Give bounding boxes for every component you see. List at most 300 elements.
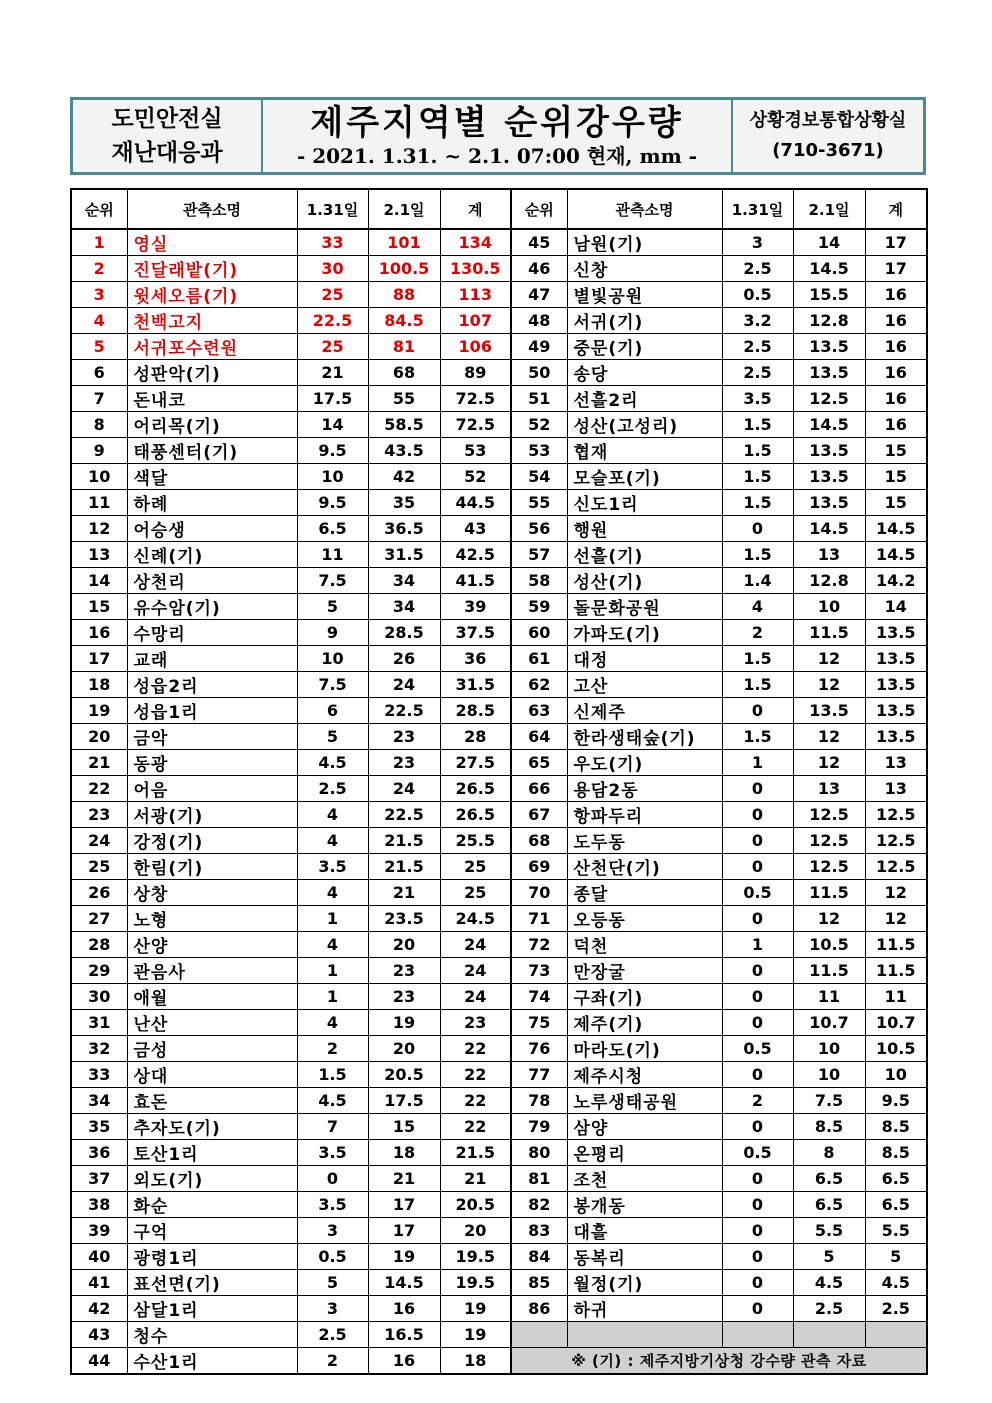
total-rain-cell: 16 (865, 334, 927, 360)
feb1-rain-cell: 13.5 (793, 490, 865, 516)
rank-cell: 65 (511, 750, 567, 776)
total-rain-cell: 15 (865, 464, 927, 490)
feb1-rain-cell: 14.5 (793, 256, 865, 282)
feb1-rain-cell: 26 (368, 646, 440, 672)
jan31-rain-cell: 10 (297, 464, 368, 490)
rank-cell: 68 (511, 828, 567, 854)
jan31-rain-cell: 0 (722, 1218, 793, 1244)
table-row (71, 1062, 927, 1088)
total-rain-cell: 16 (865, 412, 927, 438)
rank-cell: 77 (511, 1062, 567, 1088)
total-rain-cell: 22 (440, 1062, 511, 1088)
rank-cell: 18 (71, 672, 127, 698)
feb1-rain-cell: 14 (793, 229, 865, 256)
rank-cell: 72 (511, 932, 567, 958)
rank-cell: 73 (511, 958, 567, 984)
jan31-rain-cell: 3 (297, 1296, 368, 1322)
feb1-rain-cell: 13 (793, 776, 865, 802)
jan31-rain-cell: 22.5 (297, 308, 368, 334)
jan31-rain-cell: 0 (722, 1192, 793, 1218)
rank-cell: 47 (511, 282, 567, 308)
table-row (71, 776, 927, 802)
jan31-rain-cell: 3 (722, 229, 793, 256)
period-subtitle: - 2021. 1.31. ~ 2.1. 07:00 현재, mm - (296, 144, 698, 168)
rank-cell: 30 (71, 984, 127, 1010)
station-name-cell: 상창 (127, 880, 297, 906)
office-phone: (710-3671) (772, 140, 884, 161)
jan31-rain-cell: 1.5 (722, 672, 793, 698)
total-rain-cell: 6.5 (865, 1166, 927, 1192)
jan31-rain-cell: 4.5 (297, 1088, 368, 1114)
rank-cell: 35 (71, 1114, 127, 1140)
rank-cell: 39 (71, 1218, 127, 1244)
total-rain-cell: 4.5 (865, 1270, 927, 1296)
jan31-rain-cell: 1 (297, 984, 368, 1010)
table-row (71, 229, 927, 256)
jan31-rain-cell: 1.5 (722, 412, 793, 438)
jan31-rain-cell: 0 (722, 828, 793, 854)
jan31-rain-cell: 4 (297, 1010, 368, 1036)
rank-cell: 38 (71, 1192, 127, 1218)
rank-cell: 43 (71, 1322, 127, 1348)
feb1-rain-cell: 31.5 (368, 542, 440, 568)
rank-cell: 7 (71, 386, 127, 412)
total-rain-cell: 39 (440, 594, 511, 620)
feb1-rain-cell: 23 (368, 984, 440, 1010)
feb1-rain-cell: 101 (368, 229, 440, 256)
station-name-cell: 산천단(기) (567, 854, 722, 880)
station-name-cell: 오등동 (567, 906, 722, 932)
feb1-rain-cell: 23 (368, 724, 440, 750)
station-name-cell: 어승생 (127, 516, 297, 542)
rank-cell: 82 (511, 1192, 567, 1218)
rank-cell: 70 (511, 880, 567, 906)
department-box (73, 100, 263, 172)
rank-cell: 28 (71, 932, 127, 958)
rainfall-ranking-table (70, 188, 928, 1375)
total-rain-cell: 17 (865, 256, 927, 282)
table-row (71, 750, 927, 776)
feb1-rain-cell: 6.5 (793, 1166, 865, 1192)
table-row (71, 802, 927, 828)
station-name-cell: 광령1리 (127, 1244, 297, 1270)
station-name-cell: 온평리 (567, 1140, 722, 1166)
col-jan31-header: 1.31일 (297, 189, 368, 229)
feb1-rain-cell: 10.7 (793, 1010, 865, 1036)
table-row (71, 958, 927, 984)
jan31-rain-cell: 30 (297, 256, 368, 282)
rank-cell: 54 (511, 464, 567, 490)
total-rain-cell: 42.5 (440, 542, 511, 568)
station-name-cell: 수망리 (127, 620, 297, 646)
rank-cell: 42 (71, 1296, 127, 1322)
station-name-cell: 월정(기) (567, 1270, 722, 1296)
station-name-cell: 성산(고성리) (567, 412, 722, 438)
rank-cell: 46 (511, 256, 567, 282)
empty-cell (567, 1322, 722, 1348)
total-rain-cell: 52 (440, 464, 511, 490)
station-name-cell: 성산(기) (567, 568, 722, 594)
total-rain-cell: 14.2 (865, 568, 927, 594)
station-name-cell: 진달래밭(기) (127, 256, 297, 282)
rank-cell: 9 (71, 438, 127, 464)
feb1-rain-cell: 14.5 (793, 516, 865, 542)
rank-cell: 15 (71, 594, 127, 620)
rank-cell: 71 (511, 906, 567, 932)
station-name-cell: 수산1리 (127, 1348, 297, 1375)
table-row (71, 490, 927, 516)
jan31-rain-cell: 17.5 (297, 386, 368, 412)
feb1-rain-cell: 55 (368, 386, 440, 412)
total-rain-cell: 19 (440, 1322, 511, 1348)
empty-cell (722, 1322, 793, 1348)
jan31-rain-cell: 0 (722, 1244, 793, 1270)
contact-box (733, 100, 923, 172)
total-rain-cell: 26.5 (440, 802, 511, 828)
feb1-rain-cell: 21.5 (368, 854, 440, 880)
total-rain-cell: 17 (865, 229, 927, 256)
jan31-rain-cell: 1.5 (722, 438, 793, 464)
jan31-rain-cell: 3 (297, 1218, 368, 1244)
title-box (263, 100, 733, 172)
jan31-rain-cell: 0 (722, 1166, 793, 1192)
feb1-rain-cell: 13.5 (793, 464, 865, 490)
station-name-cell: 서광(기) (127, 802, 297, 828)
rank-cell: 67 (511, 802, 567, 828)
jan31-rain-cell: 2.5 (722, 334, 793, 360)
jan31-rain-cell: 1.5 (722, 464, 793, 490)
empty-cell (511, 1322, 567, 1348)
station-name-cell: 신례(기) (127, 542, 297, 568)
station-name-cell: 어리목(기) (127, 412, 297, 438)
table-row (71, 1140, 927, 1166)
station-name-cell: 한림(기) (127, 854, 297, 880)
total-rain-cell: 72.5 (440, 412, 511, 438)
feb1-rain-cell: 21 (368, 880, 440, 906)
feb1-rain-cell: 10 (793, 1036, 865, 1062)
station-name-cell: 상대 (127, 1062, 297, 1088)
jan31-rain-cell: 0.5 (722, 880, 793, 906)
rank-cell: 29 (71, 958, 127, 984)
total-rain-cell: 15 (865, 438, 927, 464)
station-name-cell: 영실 (127, 229, 297, 256)
feb1-rain-cell: 2.5 (793, 1296, 865, 1322)
page-title: 제주지역별 순위강우량 (310, 103, 684, 143)
total-rain-cell: 19 (440, 1296, 511, 1322)
rank-cell: 22 (71, 776, 127, 802)
rank-cell: 34 (71, 1088, 127, 1114)
feb1-rain-cell: 10 (793, 1062, 865, 1088)
jan31-rain-cell: 2.5 (297, 1322, 368, 1348)
total-rain-cell: 10.7 (865, 1010, 927, 1036)
rank-cell: 37 (71, 1166, 127, 1192)
station-name-cell: 윗세오름(기) (127, 282, 297, 308)
total-rain-cell: 134 (440, 229, 511, 256)
jan31-rain-cell: 0 (722, 1062, 793, 1088)
rank-cell: 12 (71, 516, 127, 542)
col-jan31-header: 1.31일 (722, 189, 793, 229)
feb1-rain-cell: 23 (368, 750, 440, 776)
feb1-rain-cell: 28.5 (368, 620, 440, 646)
col-total-header: 계 (865, 189, 927, 229)
total-rain-cell: 24 (440, 932, 511, 958)
jan31-rain-cell: 0 (722, 1270, 793, 1296)
station-name-cell: 중문(기) (567, 334, 722, 360)
feb1-rain-cell: 12 (793, 672, 865, 698)
rank-cell: 59 (511, 594, 567, 620)
station-name-cell: 추자도(기) (127, 1114, 297, 1140)
station-name-cell: 교래 (127, 646, 297, 672)
table-row (71, 360, 927, 386)
feb1-rain-cell: 100.5 (368, 256, 440, 282)
station-name-cell: 항파두리 (567, 802, 722, 828)
station-name-cell: 청수 (127, 1322, 297, 1348)
total-rain-cell: 9.5 (865, 1088, 927, 1114)
jan31-rain-cell: 1.4 (722, 568, 793, 594)
table-row (71, 1114, 927, 1140)
rank-cell: 21 (71, 750, 127, 776)
rank-cell: 23 (71, 802, 127, 828)
table-row (71, 1244, 927, 1270)
table-row (71, 620, 927, 646)
total-rain-cell: 10.5 (865, 1036, 927, 1062)
jan31-rain-cell: 2 (297, 1036, 368, 1062)
feb1-rain-cell: 81 (368, 334, 440, 360)
rank-cell: 33 (71, 1062, 127, 1088)
total-rain-cell: 25 (440, 880, 511, 906)
station-name-cell: 남원(기) (567, 229, 722, 256)
station-name-cell: 산양 (127, 932, 297, 958)
jan31-rain-cell: 1 (297, 958, 368, 984)
station-name-cell: 협재 (567, 438, 722, 464)
rank-cell: 19 (71, 698, 127, 724)
station-name-cell: 별빛공원 (567, 282, 722, 308)
feb1-rain-cell: 10.5 (793, 932, 865, 958)
total-rain-cell: 13.5 (865, 620, 927, 646)
total-rain-cell: 21.5 (440, 1140, 511, 1166)
rank-cell: 61 (511, 646, 567, 672)
table-row (71, 932, 927, 958)
jan31-rain-cell: 1 (722, 932, 793, 958)
rank-cell: 80 (511, 1140, 567, 1166)
table-row (71, 386, 927, 412)
feb1-rain-cell: 15.5 (793, 282, 865, 308)
table-row (71, 1348, 927, 1375)
jan31-rain-cell: 5 (297, 724, 368, 750)
station-name-cell: 금성 (127, 1036, 297, 1062)
rank-cell: 40 (71, 1244, 127, 1270)
station-name-cell: 서귀(기) (567, 308, 722, 334)
rank-cell: 75 (511, 1010, 567, 1036)
station-name-cell: 난산 (127, 1010, 297, 1036)
total-rain-cell: 22 (440, 1114, 511, 1140)
station-name-cell: 행원 (567, 516, 722, 542)
station-name-cell: 표선면(기) (127, 1270, 297, 1296)
station-name-cell: 유수암(기) (127, 594, 297, 620)
feb1-rain-cell: 12.5 (793, 828, 865, 854)
station-name-cell: 도두동 (567, 828, 722, 854)
station-name-cell: 금악 (127, 724, 297, 750)
feb1-rain-cell: 42 (368, 464, 440, 490)
station-name-cell: 하례 (127, 490, 297, 516)
jan31-rain-cell: 9 (297, 620, 368, 646)
station-name-cell: 구억 (127, 1218, 297, 1244)
total-rain-cell: 12 (865, 906, 927, 932)
table-row (71, 672, 927, 698)
station-name-cell: 마라도(기) (567, 1036, 722, 1062)
jan31-rain-cell: 25 (297, 282, 368, 308)
jan31-rain-cell: 0 (297, 1166, 368, 1192)
feb1-rain-cell: 8.5 (793, 1114, 865, 1140)
jan31-rain-cell: 0 (722, 984, 793, 1010)
jan31-rain-cell: 7.5 (297, 568, 368, 594)
feb1-rain-cell: 12.5 (793, 854, 865, 880)
rank-cell: 4 (71, 308, 127, 334)
jan31-rain-cell: 0 (722, 1010, 793, 1036)
feb1-rain-cell: 12 (793, 750, 865, 776)
station-name-cell: 외도(기) (127, 1166, 297, 1192)
rank-cell: 16 (71, 620, 127, 646)
jan31-rain-cell: 11 (297, 542, 368, 568)
jan31-rain-cell: 1.5 (722, 490, 793, 516)
feb1-rain-cell: 21.5 (368, 828, 440, 854)
col-station-header: 관측소명 (567, 189, 722, 229)
feb1-rain-cell: 43.5 (368, 438, 440, 464)
rank-cell: 26 (71, 880, 127, 906)
feb1-rain-cell: 13.5 (793, 334, 865, 360)
table-row (71, 516, 927, 542)
rank-cell: 53 (511, 438, 567, 464)
station-name-cell: 성읍1리 (127, 698, 297, 724)
total-rain-cell: 14.5 (865, 516, 927, 542)
feb1-rain-cell: 36.5 (368, 516, 440, 542)
jan31-rain-cell: 1.5 (722, 542, 793, 568)
rank-cell: 64 (511, 724, 567, 750)
rank-cell: 11 (71, 490, 127, 516)
feb1-rain-cell: 58.5 (368, 412, 440, 438)
feb1-rain-cell: 17 (368, 1218, 440, 1244)
feb1-rain-cell: 18 (368, 1140, 440, 1166)
station-name-cell: 종달 (567, 880, 722, 906)
total-rain-cell: 18 (440, 1348, 511, 1375)
rank-cell: 57 (511, 542, 567, 568)
rank-cell: 79 (511, 1114, 567, 1140)
total-rain-cell: 13.5 (865, 724, 927, 750)
feb1-rain-cell: 13.5 (793, 698, 865, 724)
jan31-rain-cell: 0 (722, 776, 793, 802)
jan31-rain-cell: 1 (297, 906, 368, 932)
station-name-cell: 성판악(기) (127, 360, 297, 386)
table-row (71, 412, 927, 438)
feb1-rain-cell: 16 (368, 1348, 440, 1375)
station-name-cell: 삼양 (567, 1114, 722, 1140)
station-name-cell: 하귀 (567, 1296, 722, 1322)
table-row (71, 1296, 927, 1322)
rank-cell: 44 (71, 1348, 127, 1375)
total-rain-cell: 19.5 (440, 1270, 511, 1296)
total-rain-cell: 12 (865, 880, 927, 906)
table-row (71, 256, 927, 282)
feb1-rain-cell: 20 (368, 932, 440, 958)
jan31-rain-cell: 4 (722, 594, 793, 620)
jan31-rain-cell: 2.5 (722, 256, 793, 282)
jan31-rain-cell: 5 (297, 594, 368, 620)
table-row (71, 1192, 927, 1218)
station-name-cell: 강정(기) (127, 828, 297, 854)
total-rain-cell: 107 (440, 308, 511, 334)
rank-cell: 56 (511, 516, 567, 542)
jan31-rain-cell: 1.5 (722, 724, 793, 750)
feb1-rain-cell: 11.5 (793, 958, 865, 984)
table-row (71, 1218, 927, 1244)
jan31-rain-cell: 6 (297, 698, 368, 724)
jan31-rain-cell: 2 (722, 620, 793, 646)
feb1-rain-cell: 35 (368, 490, 440, 516)
station-name-cell: 서귀포수련원 (127, 334, 297, 360)
jan31-rain-cell: 4 (297, 828, 368, 854)
jan31-rain-cell: 2 (297, 1348, 368, 1375)
rank-cell: 85 (511, 1270, 567, 1296)
total-rain-cell: 12.5 (865, 854, 927, 880)
jan31-rain-cell: 3.5 (722, 386, 793, 412)
total-rain-cell: 12.5 (865, 802, 927, 828)
jan31-rain-cell: 0.5 (722, 282, 793, 308)
jan31-rain-cell: 7 (297, 1114, 368, 1140)
table-row (71, 308, 927, 334)
total-rain-cell: 25 (440, 854, 511, 880)
empty-cell (793, 1322, 865, 1348)
feb1-rain-cell: 5.5 (793, 1218, 865, 1244)
feb1-rain-cell: 21 (368, 1166, 440, 1192)
station-name-cell: 송당 (567, 360, 722, 386)
total-rain-cell: 11.5 (865, 932, 927, 958)
rank-cell: 17 (71, 646, 127, 672)
station-name-cell: 한라생태숲(기) (567, 724, 722, 750)
department-name: 도민안전실 (111, 106, 223, 132)
table-row (71, 1166, 927, 1192)
table-row (71, 1036, 927, 1062)
table-row (71, 698, 927, 724)
total-rain-cell: 13.5 (865, 698, 927, 724)
feb1-rain-cell: 34 (368, 568, 440, 594)
feb1-rain-cell: 16.5 (368, 1322, 440, 1348)
station-name-cell: 동복리 (567, 1244, 722, 1270)
table-row (71, 594, 927, 620)
division-name: 재난대응과 (111, 140, 223, 166)
jan31-rain-cell: 1 (722, 750, 793, 776)
rank-cell: 1 (71, 229, 127, 256)
rank-cell: 13 (71, 542, 127, 568)
office-name: 상황경보통합상황실 (749, 110, 907, 131)
feb1-rain-cell: 17 (368, 1192, 440, 1218)
feb1-rain-cell: 14.5 (368, 1270, 440, 1296)
station-name-cell: 고산 (567, 672, 722, 698)
rank-cell: 60 (511, 620, 567, 646)
station-name-cell: 선흘2리 (567, 386, 722, 412)
jan31-rain-cell: 1.5 (722, 646, 793, 672)
feb1-rain-cell: 13 (793, 542, 865, 568)
report-header (70, 97, 926, 175)
table-row (71, 464, 927, 490)
rank-cell: 58 (511, 568, 567, 594)
jan31-rain-cell: 0 (722, 698, 793, 724)
feb1-rain-cell: 8 (793, 1140, 865, 1166)
total-rain-cell: 43 (440, 516, 511, 542)
station-name-cell: 노루생태공원 (567, 1088, 722, 1114)
feb1-rain-cell: 34 (368, 594, 440, 620)
rank-cell: 36 (71, 1140, 127, 1166)
feb1-rain-cell: 88 (368, 282, 440, 308)
